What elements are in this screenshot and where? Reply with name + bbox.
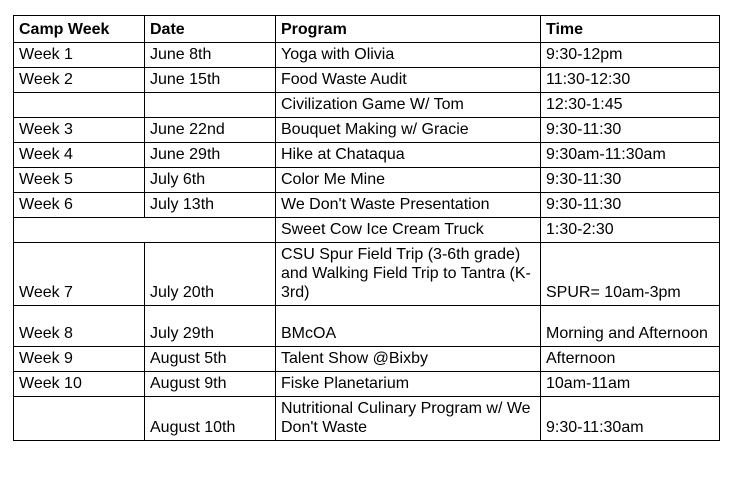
cell-date: August 9th	[145, 372, 276, 397]
cell-time: 1:30-2:30	[541, 218, 720, 243]
cell-date: June 22nd	[145, 118, 276, 143]
cell-program: We Don't Waste Presentation	[276, 193, 541, 218]
cell-date: July 20th	[145, 243, 276, 306]
header-camp-week: Camp Week	[14, 16, 145, 43]
table-row	[14, 93, 720, 118]
cell-date: July 13th	[145, 193, 276, 218]
camp-schedule-table	[13, 15, 720, 441]
table-row	[14, 397, 720, 441]
header-program: Program	[276, 16, 541, 43]
cell-week	[14, 93, 145, 118]
cell-program: BMcOA	[276, 306, 541, 347]
table-row	[14, 68, 720, 93]
table-row	[14, 118, 720, 143]
cell-time: 12:30-1:45	[541, 93, 720, 118]
cell-week: Week 6	[14, 193, 145, 218]
cell-program: Bouquet Making w/ Gracie	[276, 118, 541, 143]
cell-date: July 29th	[145, 306, 276, 347]
cell-week: Week 7	[14, 243, 145, 306]
cell-week: Week 4	[14, 143, 145, 168]
cell-week-date-merged	[14, 218, 276, 243]
cell-week: Week 5	[14, 168, 145, 193]
cell-time: Afternoon	[541, 347, 720, 372]
table-row	[14, 168, 720, 193]
cell-program: Civilization Game W/ Tom	[276, 93, 541, 118]
cell-date: July 6th	[145, 168, 276, 193]
header-row	[14, 16, 720, 43]
cell-week: Week 1	[14, 43, 145, 68]
cell-program: Fiske Planetarium	[276, 372, 541, 397]
cell-time: 9:30-11:30am	[541, 397, 720, 441]
table-row	[14, 143, 720, 168]
cell-time: 10am-11am	[541, 372, 720, 397]
cell-program: Hike at Chataqua	[276, 143, 541, 168]
cell-week	[14, 397, 145, 441]
cell-time: 9:30-11:30	[541, 168, 720, 193]
cell-program: Nutritional Culinary Program w/ We Don't Waste	[276, 397, 541, 441]
table-row	[14, 193, 720, 218]
cell-date: August 10th	[145, 397, 276, 441]
cell-time: 9:30-11:30	[541, 118, 720, 143]
table-row	[14, 218, 720, 243]
cell-program: Yoga with Olivia	[276, 43, 541, 68]
cell-week: Week 2	[14, 68, 145, 93]
table-row	[14, 372, 720, 397]
cell-week: Week 3	[14, 118, 145, 143]
cell-date	[145, 93, 276, 118]
cell-program: Talent Show @Bixby	[276, 347, 541, 372]
cell-date: June 15th	[145, 68, 276, 93]
cell-program: CSU Spur Field Trip (3-6th grade) and Walking Field Trip to Tantra (K-3rd)	[276, 243, 541, 306]
cell-week: Week 9	[14, 347, 145, 372]
cell-time: 9:30-12pm	[541, 43, 720, 68]
cell-program: Food Waste Audit	[276, 68, 541, 93]
table-row	[14, 347, 720, 372]
cell-time: SPUR= 10am-3pm	[541, 243, 720, 306]
cell-week: Week 10	[14, 372, 145, 397]
cell-date: August 5th	[145, 347, 276, 372]
table-row	[14, 306, 720, 347]
header-date: Date	[145, 16, 276, 43]
cell-program: Sweet Cow Ice Cream Truck	[276, 218, 541, 243]
cell-week: Week 8	[14, 306, 145, 347]
table-row	[14, 43, 720, 68]
cell-program: Color Me Mine	[276, 168, 541, 193]
cell-time: 9:30am-11:30am	[541, 143, 720, 168]
cell-time: 9:30-11:30	[541, 193, 720, 218]
cell-date: June 8th	[145, 43, 276, 68]
table-row	[14, 243, 720, 306]
schedule-sheet	[13, 15, 720, 441]
cell-time: Morning and Afternoon	[541, 306, 720, 347]
cell-date: June 29th	[145, 143, 276, 168]
cell-time: 11:30-12:30	[541, 68, 720, 93]
header-time: Time	[541, 16, 720, 43]
